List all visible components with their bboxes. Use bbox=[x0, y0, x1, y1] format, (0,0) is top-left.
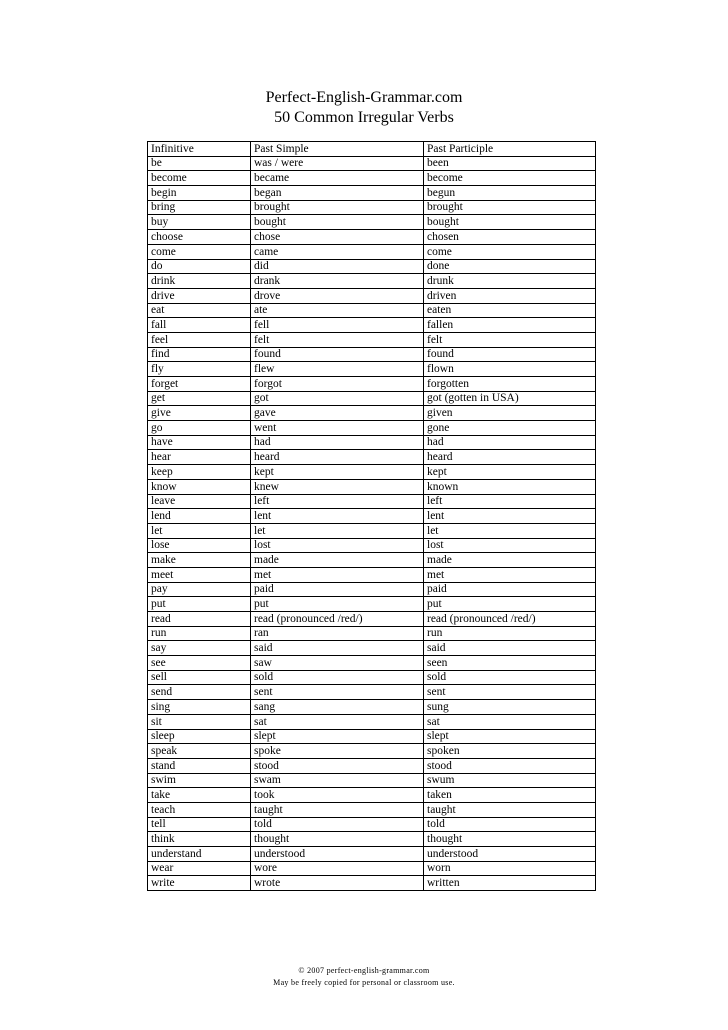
cell-infinitive: swim bbox=[148, 773, 251, 788]
cell-past-simple: was / were bbox=[251, 156, 424, 171]
table-row bbox=[148, 156, 596, 171]
cell-infinitive: understand bbox=[148, 847, 251, 862]
cell-infinitive: begin bbox=[148, 186, 251, 201]
cell-past-simple: stood bbox=[251, 758, 424, 773]
cell-past-participle: taken bbox=[424, 788, 596, 803]
cell-past-simple: read (pronounced /red/) bbox=[251, 612, 424, 627]
cell-infinitive: pay bbox=[148, 582, 251, 597]
table-row bbox=[148, 479, 596, 494]
cell-past-simple: knew bbox=[251, 479, 424, 494]
license-notice: May be freely copied for personal or classroom use. bbox=[273, 978, 455, 987]
cell-past-simple: forgot bbox=[251, 377, 424, 392]
cell-infinitive: take bbox=[148, 788, 251, 803]
cell-past-simple: taught bbox=[251, 802, 424, 817]
cell-past-simple: sang bbox=[251, 700, 424, 715]
table-row bbox=[148, 200, 596, 215]
cell-infinitive: sit bbox=[148, 714, 251, 729]
cell-past-participle: lent bbox=[424, 509, 596, 524]
cell-infinitive: tell bbox=[148, 817, 251, 832]
cell-infinitive: choose bbox=[148, 230, 251, 245]
cell-past-participle: chosen bbox=[424, 230, 596, 245]
cell-past-participle: felt bbox=[424, 332, 596, 347]
cell-infinitive: put bbox=[148, 597, 251, 612]
table-row bbox=[148, 876, 596, 891]
table-row bbox=[148, 802, 596, 817]
table-row bbox=[148, 567, 596, 582]
cell-past-participle: known bbox=[424, 479, 596, 494]
cell-past-participle: begun bbox=[424, 186, 596, 201]
table-row bbox=[148, 700, 596, 715]
table-row bbox=[148, 670, 596, 685]
cell-infinitive: teach bbox=[148, 802, 251, 817]
cell-infinitive: send bbox=[148, 685, 251, 700]
cell-past-simple: made bbox=[251, 553, 424, 568]
cell-past-simple: flew bbox=[251, 362, 424, 377]
cell-infinitive: come bbox=[148, 244, 251, 259]
cell-infinitive: drink bbox=[148, 274, 251, 289]
cell-infinitive: sell bbox=[148, 670, 251, 685]
cell-past-simple: saw bbox=[251, 656, 424, 671]
cell-past-participle: become bbox=[424, 171, 596, 186]
cell-past-simple: went bbox=[251, 421, 424, 436]
cell-infinitive: hear bbox=[148, 450, 251, 465]
cell-past-simple: let bbox=[251, 523, 424, 538]
cell-infinitive: stand bbox=[148, 758, 251, 773]
cell-past-simple: began bbox=[251, 186, 424, 201]
cell-past-participle: worn bbox=[424, 861, 596, 876]
table-row bbox=[148, 538, 596, 553]
table-row bbox=[148, 773, 596, 788]
cell-past-participle: left bbox=[424, 494, 596, 509]
cell-infinitive: sleep bbox=[148, 729, 251, 744]
cell-infinitive: fall bbox=[148, 318, 251, 333]
table-row bbox=[148, 186, 596, 201]
cell-past-simple: wore bbox=[251, 861, 424, 876]
cell-past-simple: swam bbox=[251, 773, 424, 788]
table-row bbox=[148, 509, 596, 524]
cell-past-simple: lost bbox=[251, 538, 424, 553]
cell-past-participle: said bbox=[424, 641, 596, 656]
cell-past-participle: eaten bbox=[424, 303, 596, 318]
cell-past-simple: fell bbox=[251, 318, 424, 333]
cell-past-participle: been bbox=[424, 156, 596, 171]
cell-infinitive: have bbox=[148, 435, 251, 450]
cell-past-participle: had bbox=[424, 435, 596, 450]
cell-infinitive: forget bbox=[148, 377, 251, 392]
cell-past-simple: paid bbox=[251, 582, 424, 597]
cell-past-participle: spoken bbox=[424, 744, 596, 759]
cell-past-simple: came bbox=[251, 244, 424, 259]
cell-infinitive: buy bbox=[148, 215, 251, 230]
cell-infinitive: wear bbox=[148, 861, 251, 876]
cell-past-simple: became bbox=[251, 171, 424, 186]
cell-past-simple: wrote bbox=[251, 876, 424, 891]
cell-past-participle: let bbox=[424, 523, 596, 538]
cell-infinitive: give bbox=[148, 406, 251, 421]
cell-past-participle: brought bbox=[424, 200, 596, 215]
cell-infinitive: bring bbox=[148, 200, 251, 215]
table-row bbox=[148, 744, 596, 759]
table-row bbox=[148, 406, 596, 421]
cell-past-simple: left bbox=[251, 494, 424, 509]
cell-past-participle: bought bbox=[424, 215, 596, 230]
cell-past-participle: read (pronounced /red/) bbox=[424, 612, 596, 627]
cell-past-participle: run bbox=[424, 626, 596, 641]
cell-past-participle: come bbox=[424, 244, 596, 259]
cell-infinitive: lose bbox=[148, 538, 251, 553]
cell-past-simple: said bbox=[251, 641, 424, 656]
cell-infinitive: get bbox=[148, 391, 251, 406]
table-row bbox=[148, 847, 596, 862]
cell-past-simple: took bbox=[251, 788, 424, 803]
table-row bbox=[148, 714, 596, 729]
cell-past-participle: seen bbox=[424, 656, 596, 671]
cell-infinitive: become bbox=[148, 171, 251, 186]
page-title: 50 Common Irregular Verbs bbox=[274, 109, 454, 126]
table-row bbox=[148, 244, 596, 259]
cell-past-simple: ran bbox=[251, 626, 424, 641]
cell-past-simple: bought bbox=[251, 215, 424, 230]
cell-past-participle: gone bbox=[424, 421, 596, 436]
cell-past-simple: brought bbox=[251, 200, 424, 215]
cell-past-simple: understood bbox=[251, 847, 424, 862]
cell-infinitive: fly bbox=[148, 362, 251, 377]
table-row bbox=[148, 274, 596, 289]
cell-past-simple: chose bbox=[251, 230, 424, 245]
cell-past-participle: forgotten bbox=[424, 377, 596, 392]
table-row bbox=[148, 494, 596, 509]
cell-past-simple: sat bbox=[251, 714, 424, 729]
cell-infinitive: say bbox=[148, 641, 251, 656]
table-row bbox=[148, 685, 596, 700]
cell-past-simple: did bbox=[251, 259, 424, 274]
cell-infinitive: eat bbox=[148, 303, 251, 318]
cell-past-simple: met bbox=[251, 567, 424, 582]
cell-infinitive: speak bbox=[148, 744, 251, 759]
cell-past-simple: found bbox=[251, 347, 424, 362]
table-row bbox=[148, 435, 596, 450]
cell-past-participle: sat bbox=[424, 714, 596, 729]
cell-past-simple: had bbox=[251, 435, 424, 450]
cell-past-participle: drunk bbox=[424, 274, 596, 289]
cell-past-participle: done bbox=[424, 259, 596, 274]
cell-infinitive: lend bbox=[148, 509, 251, 524]
cell-past-participle: heard bbox=[424, 450, 596, 465]
site-title: Perfect-English-Grammar.com bbox=[265, 89, 463, 106]
cell-infinitive: read bbox=[148, 612, 251, 627]
table-header-row bbox=[148, 142, 596, 157]
cell-infinitive: find bbox=[148, 347, 251, 362]
table-row bbox=[148, 523, 596, 538]
table-row bbox=[148, 347, 596, 362]
table-row bbox=[148, 391, 596, 406]
cell-past-participle: put bbox=[424, 597, 596, 612]
table-row bbox=[148, 377, 596, 392]
cell-infinitive: go bbox=[148, 421, 251, 436]
cell-infinitive: feel bbox=[148, 332, 251, 347]
cell-past-simple: drove bbox=[251, 288, 424, 303]
cell-past-simple: ate bbox=[251, 303, 424, 318]
table-row bbox=[148, 259, 596, 274]
cell-past-simple: put bbox=[251, 597, 424, 612]
table-row bbox=[148, 597, 596, 612]
cell-infinitive: know bbox=[148, 479, 251, 494]
table-row bbox=[148, 861, 596, 876]
column-header-past-simple: Past Simple bbox=[251, 142, 424, 157]
cell-past-simple: gave bbox=[251, 406, 424, 421]
cell-infinitive: leave bbox=[148, 494, 251, 509]
table-row bbox=[148, 450, 596, 465]
table-row bbox=[148, 832, 596, 847]
table-row bbox=[148, 230, 596, 245]
cell-past-participle: found bbox=[424, 347, 596, 362]
table-row bbox=[148, 758, 596, 773]
table-row bbox=[148, 582, 596, 597]
cell-infinitive: write bbox=[148, 876, 251, 891]
cell-past-simple: slept bbox=[251, 729, 424, 744]
table-row bbox=[148, 817, 596, 832]
table-row bbox=[148, 171, 596, 186]
cell-infinitive: keep bbox=[148, 465, 251, 480]
column-header-infinitive: Infinitive bbox=[148, 142, 251, 157]
cell-past-participle: sold bbox=[424, 670, 596, 685]
cell-past-participle: written bbox=[424, 876, 596, 891]
cell-past-participle: met bbox=[424, 567, 596, 582]
cell-past-simple: heard bbox=[251, 450, 424, 465]
table-row bbox=[148, 465, 596, 480]
table-row bbox=[148, 332, 596, 347]
cell-past-participle: swum bbox=[424, 773, 596, 788]
cell-past-participle: given bbox=[424, 406, 596, 421]
cell-past-participle: sent bbox=[424, 685, 596, 700]
cell-past-simple: sold bbox=[251, 670, 424, 685]
table-row bbox=[148, 318, 596, 333]
cell-infinitive: be bbox=[148, 156, 251, 171]
cell-infinitive: think bbox=[148, 832, 251, 847]
table-row bbox=[148, 788, 596, 803]
cell-infinitive: make bbox=[148, 553, 251, 568]
table-row bbox=[148, 729, 596, 744]
cell-past-participle: made bbox=[424, 553, 596, 568]
cell-past-simple: felt bbox=[251, 332, 424, 347]
cell-past-participle: taught bbox=[424, 802, 596, 817]
table-row bbox=[148, 553, 596, 568]
cell-infinitive: do bbox=[148, 259, 251, 274]
cell-infinitive: see bbox=[148, 656, 251, 671]
cell-past-participle: fallen bbox=[424, 318, 596, 333]
cell-past-simple: spoke bbox=[251, 744, 424, 759]
cell-infinitive: let bbox=[148, 523, 251, 538]
cell-past-participle: paid bbox=[424, 582, 596, 597]
cell-past-participle: thought bbox=[424, 832, 596, 847]
cell-past-simple: sent bbox=[251, 685, 424, 700]
cell-past-participle: told bbox=[424, 817, 596, 832]
table-row bbox=[148, 288, 596, 303]
table-row bbox=[148, 215, 596, 230]
cell-past-participle: understood bbox=[424, 847, 596, 862]
cell-past-participle: slept bbox=[424, 729, 596, 744]
irregular-verbs-table bbox=[147, 141, 596, 891]
table-row bbox=[148, 656, 596, 671]
table-row bbox=[148, 626, 596, 641]
cell-past-participle: sung bbox=[424, 700, 596, 715]
cell-infinitive: run bbox=[148, 626, 251, 641]
cell-past-simple: kept bbox=[251, 465, 424, 480]
cell-infinitive: sing bbox=[148, 700, 251, 715]
cell-infinitive: meet bbox=[148, 567, 251, 582]
cell-past-simple: thought bbox=[251, 832, 424, 847]
cell-past-simple: lent bbox=[251, 509, 424, 524]
cell-past-simple: told bbox=[251, 817, 424, 832]
cell-past-participle: stood bbox=[424, 758, 596, 773]
table-row bbox=[148, 641, 596, 656]
cell-infinitive: drive bbox=[148, 288, 251, 303]
table-row bbox=[148, 362, 596, 377]
table-row bbox=[148, 612, 596, 627]
table-row bbox=[148, 303, 596, 318]
cell-past-participle: flown bbox=[424, 362, 596, 377]
cell-past-simple: got bbox=[251, 391, 424, 406]
copyright-notice: © 2007 perfect-english-grammar.com bbox=[298, 966, 430, 975]
column-header-past-participle: Past Participle bbox=[424, 142, 596, 157]
cell-past-participle: kept bbox=[424, 465, 596, 480]
table-row bbox=[148, 421, 596, 436]
cell-past-participle: got (gotten in USA) bbox=[424, 391, 596, 406]
cell-past-participle: driven bbox=[424, 288, 596, 303]
cell-past-participle: lost bbox=[424, 538, 596, 553]
cell-past-simple: drank bbox=[251, 274, 424, 289]
